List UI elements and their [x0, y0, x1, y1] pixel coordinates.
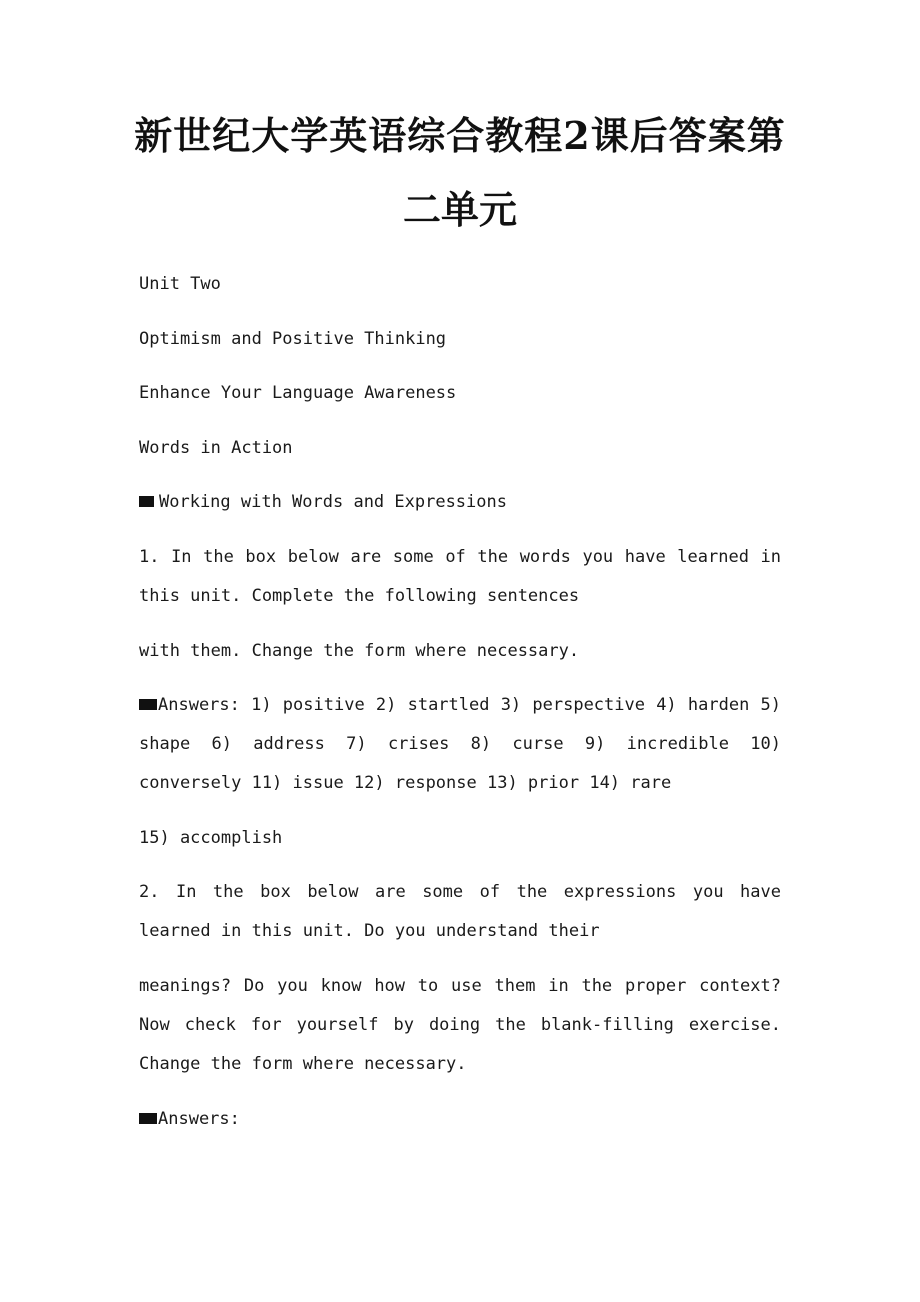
answers-1-label: Answers:	[158, 695, 240, 715]
square-bullet-icon	[139, 496, 154, 507]
question-1-text: 1. In the box below are some of the words you have learned in this unit. Complete the following sentences	[139, 547, 781, 606]
unit-theme: Optimism and Positive Thinking	[139, 329, 447, 349]
answers-1-tail: 15) accomplish	[139, 828, 283, 848]
answers-2	[139, 1100, 781, 1139]
square-bullet-icon	[139, 1113, 157, 1124]
question-2-text: 2. In the box below are some of the expressions you have learned in this unit. Do you understand their	[139, 882, 781, 941]
unit-label: Unit Two	[139, 274, 221, 294]
exercise-heading-text: Working with Words and Expressions	[159, 492, 507, 512]
square-bullet-icon	[139, 699, 157, 710]
question-2-continuation: meanings? Do you know how to use them in the proper context? Now check for yourself by doing the blank-filling exercise. Change the form where necessary.	[139, 976, 781, 1074]
section-heading: Enhance Your Language Awareness	[139, 383, 457, 403]
answers-1-list: 1) positive 2) startled 3) perspective 4) harden 5) shape 6) address 7) crises 8) curse 9) incredible 10) conversely 11) issue 12) response 13) prior 14) rare	[139, 695, 781, 793]
document-title-line-2: 二单元	[402, 187, 517, 232]
answers-2-label: Answers:	[158, 1109, 240, 1129]
exercise-heading	[139, 483, 781, 522]
question-1-continuation: with them. Change the form where necessary.	[139, 641, 580, 661]
document-title-line-1: 新世纪大学英语综合教程2课后答案第	[134, 113, 786, 158]
answers-1	[139, 686, 781, 803]
subsection-heading: Words in Action	[139, 438, 293, 458]
